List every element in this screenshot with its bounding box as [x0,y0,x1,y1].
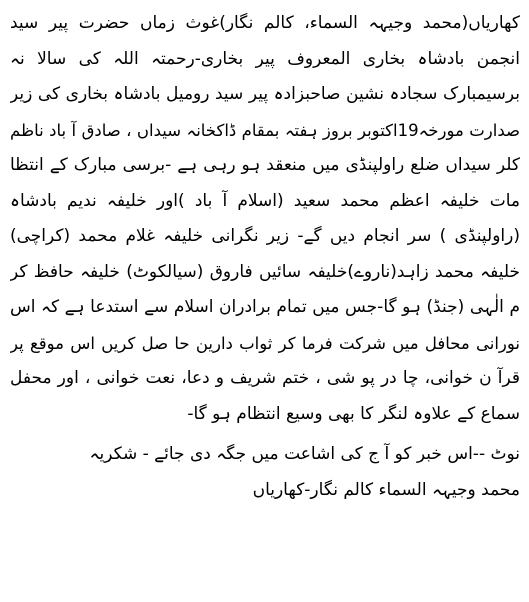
article [10,6,520,508]
article-line: سماع کے علاوہ لنگر کا بھی وسیع انتظام ہو گا- [187,403,520,424]
article-line: برسیمبارک سجادہ نشین صاحبزادہ پیر سید رومیل بادشاہ بخاری کی زیر [10,84,520,104]
article-line: کھاریاں(محمد وجیہہ السماء، کالم نگار)غوث زماں حضرت پیر سید [10,13,520,33]
article-line: خلیفہ محمد زاہد(ناروے)خلیفہ سائیں فاروق (سیالکوٹ) خلیفہ حافظ کر [10,261,520,282]
article-line: انجمن بادشاہ بخاری المعروف پیر بخاری-رحمتہ اللہ کی سالا نہ [10,48,520,69]
article-line: کلر سیداں ضلع راولپنڈی میں منعقد ہو رہی ہے -برسی مبارک کے انتظا [10,155,520,175]
article-line: نورانی محافل میں شرکت فرما کر ثواب دارین حا صل کریں اس موقع پر [10,333,520,353]
article-line: م الٰہی (جنڈ) ہو گا-جس میں تمام برادران اسلام سے استدعا ہے کہ اس [10,297,520,317]
article-line: قرآ ن خوانی، چا در پو شی ، ختم شریف و دعا، نعت خوانی ، اور محفل [10,368,520,388]
note-line: نوٹ --اس خبر کو آ ج کی اشاعت میں جگہ دی جائے - شکریہ [89,444,520,464]
signature-line: محمد وجیہہ السماء کالم نگار-کھاریاں [252,479,520,500]
article-line: صدارت مورخہ19اکتوبر بروز ہفتہ بمقام ڈاکخانہ سیداں ، صادق آ باد ناظم [10,120,520,140]
article-line: (راولپنڈی ) سر انجام دیں گے- زیر نگرانی خلیفہ غلام محمد (کراچی) [10,226,520,246]
article-line: مات خلیفہ اعظم محمد سعید (اسلام آ باد )اور خلیفہ ندیم بادشاہ [10,190,520,211]
